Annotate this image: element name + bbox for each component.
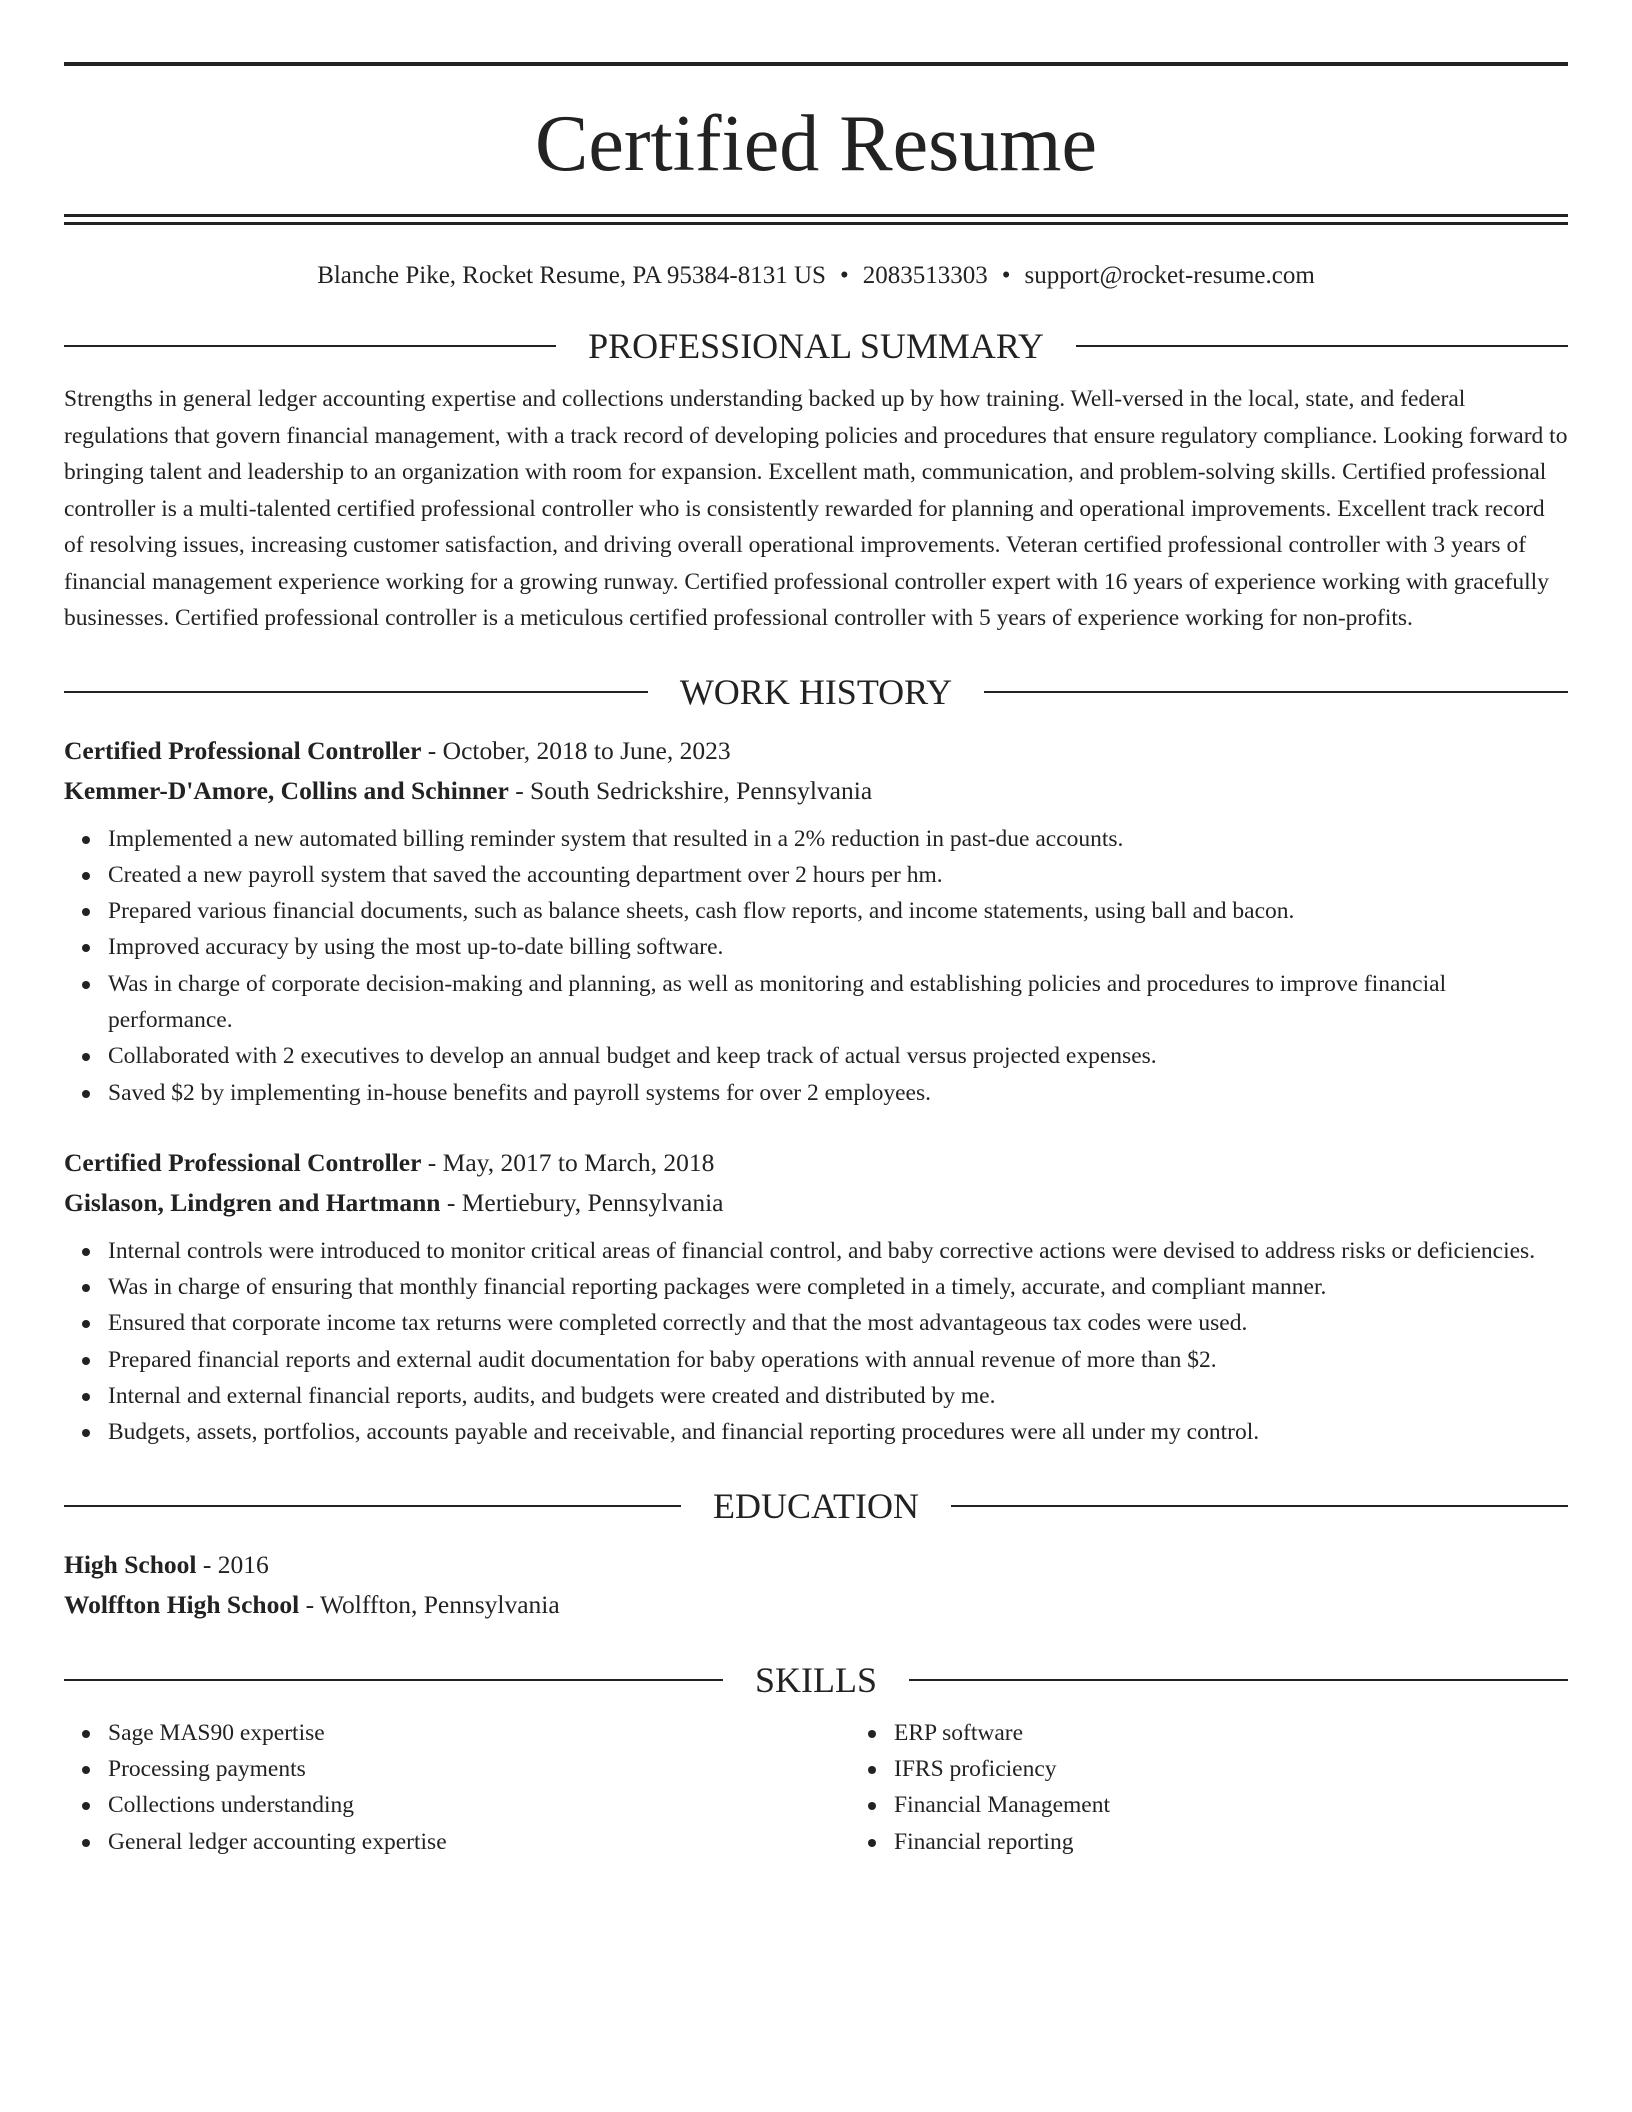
education-location: - Wolffton, Pennsylvania	[299, 1589, 560, 1619]
list-item: Internal and external financial reports, audits, and budgets were created and distributed by me.	[108, 1378, 1568, 1414]
list-item: Prepared various financial documents, such as balance sheets, cash flow reports, and income statements, using ball and bacon.	[108, 893, 1568, 929]
skill-item: IFRS proficiency	[894, 1751, 1110, 1787]
job-entry	[64, 1143, 1568, 1451]
section-title-summary: PROFESSIONAL SUMMARY	[588, 326, 1044, 366]
list-item: Was in charge of ensuring that monthly financial reporting packages were completed in a timely, accurate, and compliant manner.	[108, 1269, 1568, 1305]
list-item: Collaborated with 2 executives to develop an annual budget and keep track of actual versus projected expenses.	[108, 1038, 1568, 1074]
section-title-skills: SKILLS	[755, 1659, 878, 1700]
skill-item: General ledger accounting expertise	[108, 1824, 850, 1860]
section-header-work	[64, 671, 1568, 713]
job-bullets	[64, 1233, 1568, 1451]
section-header-education	[64, 1485, 1568, 1527]
education-degree-line	[64, 1545, 1568, 1585]
job-location: - South Sedrickshire, Pennsylvania	[508, 775, 873, 805]
section-title-work: WORK HISTORY	[679, 671, 953, 712]
section-header-summary	[64, 325, 1568, 367]
section-rule-left	[64, 1505, 681, 1507]
job-location: - Mertiebury, Pennsylvania	[440, 1187, 724, 1217]
list-item: Was in charge of corporate decision-making and planning, as well as monitoring and establishing policies and procedures to improve financial performance.	[108, 966, 1568, 1039]
skill-item: Collections understanding	[108, 1787, 850, 1823]
education-school: Wolffton High School	[64, 1589, 300, 1619]
skills-list-left	[64, 1715, 850, 1860]
skills-list-right	[850, 1715, 1110, 1860]
list-item: Created a new payroll system that saved the accounting department over 2 hours per hm.	[108, 857, 1568, 893]
skill-item: Sage MAS90 expertise	[108, 1715, 850, 1751]
skills-columns	[64, 1715, 1568, 1860]
resume-title: Certified Resume	[534, 100, 1098, 188]
list-item: Saved $2 by implementing in-house benefits and payroll systems for over 2 employees.	[108, 1075, 1568, 1111]
list-item: Ensured that corporate income tax returns were completed correctly and that the most advantageous tax codes were used.	[108, 1305, 1568, 1341]
contact-separator: •	[839, 262, 849, 289]
job-dates: - October, 2018 to June, 2023	[421, 735, 731, 765]
section-title-education: EDUCATION	[713, 1485, 919, 1526]
job-company: Gislason, Lindgren and Hartmann	[64, 1187, 441, 1217]
list-item: Budgets, assets, portfolios, accounts payable and receivable, and financial reporting procedures were all under my control.	[108, 1414, 1568, 1450]
section-rule-right	[909, 1679, 1568, 1681]
job-title: Certified Professional Controller	[64, 735, 422, 765]
section-header-skills	[64, 1659, 1568, 1701]
education-year: - 2016	[196, 1549, 269, 1579]
job-title-line	[64, 731, 1568, 771]
job-dates: - May, 2017 to March, 2018	[421, 1147, 715, 1177]
summary-paragraph: Strengths in general ledger accounting expertise and collections understanding backed up by how training. Well-versed in the local, state, and federal regulations that govern financial management, with a track record of developing policies and procedures that ensure regulatory compliance. Looking forward to bringing talent and leadership to an organization with room for expansion. Excellent math, communication, and problem-solving skills. Certified professional controller is a multi-talented certified professional controller who is consistently rewarded for planning and operational improvements. Excellent track record of resolving issues, increasing customer satisfaction, and driving overall operational improvements. Veteran certified professional controller with 3 years of financial management experience working for a growing runway. Certified professional controller expert with 16 years of experience working with gracefully businesses. Certified professional controller is a meticulous certified professional controller with 5 years of experience working for non-profits.	[64, 386, 1568, 631]
skill-item: ERP software	[894, 1715, 1110, 1751]
section-rule-right	[951, 1505, 1568, 1507]
list-item: Improved accuracy by using the most up-to-date billing software.	[108, 929, 1568, 965]
list-item: Prepared financial reports and external audit documentation for baby operations with annual revenue of more than $2.	[108, 1342, 1568, 1378]
section-rule-right	[1076, 345, 1568, 347]
skill-item: Financial Management	[894, 1787, 1110, 1823]
section-rule-left	[64, 691, 648, 693]
section-rule-left	[64, 345, 556, 347]
list-item: Implemented a new automated billing reminder system that resulted in a 2% reduction in past-due accounts.	[108, 821, 1568, 857]
list-item: Internal controls were introduced to monitor critical areas of financial control, and baby corrective actions were devised to address risks or deficiencies.	[108, 1233, 1568, 1269]
contact-separator: •	[1001, 262, 1011, 289]
education-school-line	[64, 1585, 1568, 1625]
contact-email: support@rocket-resume.com	[1024, 262, 1315, 289]
job-title-line	[64, 1143, 1568, 1183]
job-company-line	[64, 771, 1568, 811]
job-company-line	[64, 1183, 1568, 1223]
job-bullets	[64, 821, 1568, 1111]
contact-phone: 2083513303	[862, 262, 988, 289]
section-rule-right	[984, 691, 1568, 693]
contact-address: Blanche Pike, Rocket Resume, PA 95384-8131 US	[317, 262, 826, 289]
contact-line	[64, 261, 1568, 291]
section-rule-left	[64, 1679, 723, 1681]
skill-item: Processing payments	[108, 1751, 850, 1787]
title-double-rule	[64, 214, 1568, 225]
job-title: Certified Professional Controller	[64, 1147, 422, 1177]
education-entry	[64, 1545, 1568, 1625]
job-company: Kemmer-D'Amore, Collins and Schinner	[64, 775, 509, 805]
job-entry	[64, 731, 1568, 1111]
skill-item: Financial reporting	[894, 1824, 1110, 1860]
education-degree: High School	[64, 1549, 197, 1579]
